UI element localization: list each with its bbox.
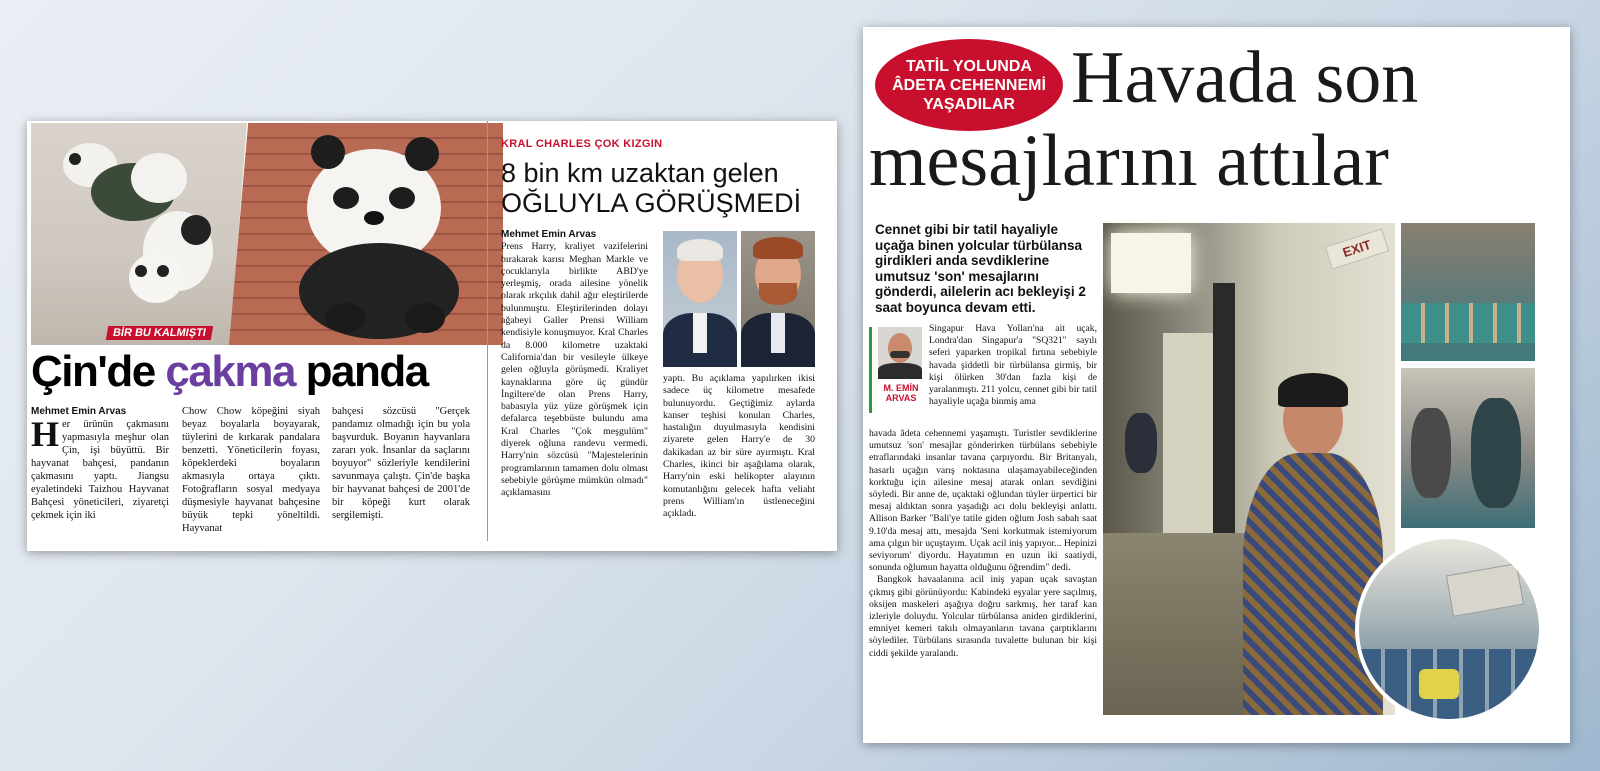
charles-col-1-text: Prens Harry, kraliyet vazifelerini bırakarak karısı Meghan Markle ve çocuklarıyla birlikte ABD'ye yerleşmiş, orada ailesine yönelik olarak ırkçılık dahil ağır eleştirilerde bulunmuştu. Eleştirilerinden dolayı ağabeyi Galler Prensi William kendisiyle konuşmuyor. Kral Charles da 8.000 kilometre uzaktaki California'dan bir vesileyle ülkeye gelen oğluyla görüşmedi. Kraliyet kaynaklarına göre üç gündür İngiltere'de olan Prens Harry, babasıyla yüz yüze görüşmek için defalarca teşebbüste bulundu ama Kral Charles "Çok meşgulüm" diyerek oğluna randevu vermedi. Harry'nin sözcüsü "Majestelerinin programlarının tamamen dolu olması sebebiyle görüşme mümkün olmadı" açıklamasını [501,241,648,499]
charles-byline: Mehmet Emin Arvas [501,229,597,240]
charles-headline-line-1: 8 bin km uzaktan gelen [501,158,779,188]
panda-dogs-photo-2 [229,123,503,345]
author-name-line-2: ARVAS [885,393,917,403]
headline-line-2: mesajlarını attılar [869,120,1389,202]
left-newspaper-clipping [27,121,837,551]
cabin-masks-circle-photo [1355,535,1543,723]
panda-headline [31,347,428,396]
author-box [869,327,924,413]
cabin-photo [1103,223,1395,715]
cabin-damage-thumb-1 [1401,223,1535,361]
exit-sign: EXIT [1325,228,1389,269]
panda-col-3: bahçesi sözcüsü "Gerçek pandamız olmadığı için bu yola başvurduk. Boyanın hayvanlara zararı yok. İnsanlar da saçlarını boyuyor" sözleriyle kendilerini savunmaya çalıştı. Çin'de başka bir hayvanat bahçesi de 2001'de bir köpeği kurt olarak sergilemişti. [332,406,470,521]
panda-photos [31,123,503,345]
drop-cap: H [31,414,60,454]
headline-word-2: çakma [165,347,295,396]
charles-col-1 [501,229,648,500]
cabin-light [1111,233,1191,293]
king-charles-photo [663,231,737,367]
body-paragraph [869,428,1097,660]
author-name-line-1: M. EMİN [883,383,919,393]
crew-member [1125,413,1157,473]
headline-line-1: Havada son [1071,37,1419,119]
charles-col-2: yaptı. Bu açıklama yapılırken ikisi sadece üç kilometre mesafede bulunuyordu. Geçtiğimiz aylarda kanser teşhisi konulan Charles, hastalığın duyulmasıyla kendisini ziyarete gelen Harry'e de 30 dakikadan az bir süre ayırmıştı. Kral Charles, ikinci bir aşağılama olarak, Harry'nin eski helikopter alayının komutanlığını gelecek hafta veliaht prens William'ın üstleneceğini açıkladı. [663,373,815,520]
panda-byline: Mehmet Emin Arvas [31,406,127,417]
author-avatar [878,327,922,379]
badge-line-1: TATİL YOLUNDA [906,57,1032,75]
intro-paragraph: Singapur Hava Yolları'na ait uçak, Londra'dan Singapur'a "SQ321" sayılı seferi yaparken tropikal fırtına sebebiyle havada şiddetli bir türbülansa girmiş, bir kişi ölürken 30'dan fazla kişi de yaralanmıştı. 211 yolcu, cennet gibi bir tatil hayaliyle uçağa binmiş ama [929,323,1097,408]
panda-col-2: Chow Chow köpeğini siyah beyaz boyalarla boyayarak, tüylerini de kırkarak pandalara benzetti. Yöneticilerin foyası, köpeklerdeki boyaların akmasıyla ortaya çıktı. Fotoğrafların sosyal medyaya düşmesiyle hayvanat bahçesine büyük tepki yöneltildi. Hayvanat [182,406,320,534]
flight-attendant-hair [1278,373,1348,407]
charles-kicker: KRAL CHARLES ÇOK KIZGIN [501,138,663,150]
charles-headline [501,158,801,218]
right-newspaper-clipping [863,27,1570,743]
panda-dogs-photo-1 [31,123,247,345]
lead-paragraph: Cennet gibi bir tatil hayaliyle uçağa binen yolcular türbülansa girdikleri anda sevdiklerine umutsuz 'son' mesajlarını gönderdi, ailelerin acı bekleyişi 2 saat boyunca devam etti. [875,222,1086,315]
prince-harry-photo [741,231,815,367]
column-divider [487,121,488,541]
headline-word-1: Çin'de [31,347,155,396]
badge-line-3: YAŞADILAR [923,95,1015,113]
panda-col-1-text: er ürünün çakmasını yapmasıyla meşhur olan Çin, işi büyüttü. Bir hayvanat bahçesi, pandanın çakmasını yaptı. Jiangsu eyaletindeki Taizhou Hayvanat Bahçesi yöneticileri, ziyaretçi çekmek için iki [31,419,169,521]
story-tag: BİR BU KALMIŞTI [106,326,213,340]
headline-word-3: panda [305,347,428,396]
cabin-damage-thumb-2 [1401,368,1535,528]
body-text-2: Bangkok havaalanına acil iniş yapan uçak savaştan çıkmış gibi görünüyordu: Kabindeki eşyalar yere saçılmış, oksijen maskeleri aşağıya doğru sarkmış, her taraf kan izleriyle doluydu. Yolcular türbülansa aniden girdiklerini, emniyet kemeri takılı olmayanların tavana çarptıklarını söylediler. Türbülans sırasında tuvalette bulunan bir kişi ciddi şekilde yaralandı. [869,574,1097,659]
story-badge-oval [875,39,1063,131]
charles-headline-line-2: OĞLUYLA GÖRÜŞMEDİ [501,188,802,218]
badge-line-2: ÂDETA CEHENNEMİ [892,76,1046,94]
body-text-1: havada âdeta cehennemi yaşamıştı. Turistler sevdiklerine umutsuz 'son' mesajlar gönderirken türbülans sebebiyle etraflarındaki insanlar tavana çarpıyordu. Bir Britanyalı, hasarlı uçağın varış noktasına ulaşamayabileceğinden korktuğu için ailesine mesaj atarak onları sevdiğini söyledi. Bir anne de, uçaktaki oğlundan tüyler ürpertici bir mesaj aldıktan sonra yaşadığı acı dolu bekleyişi anlattı. Allison Barker "Bali'ye tatile giden oğlum Josh sabah saat 9.10'da mesaj attı, mesajda 'Seni korkutmak istemiyorum ama çılgın bir uçuştayım. Uçak acil iniş yapıyor... Hepinizi seviyorum' diyordu. Hayatımın en uzun iki saatiydi, sonunda oğlumun hayatta olduğunu öğrendim" dedi. [869,428,1097,574]
author-name [878,383,924,403]
panda-col-1 [31,405,169,522]
